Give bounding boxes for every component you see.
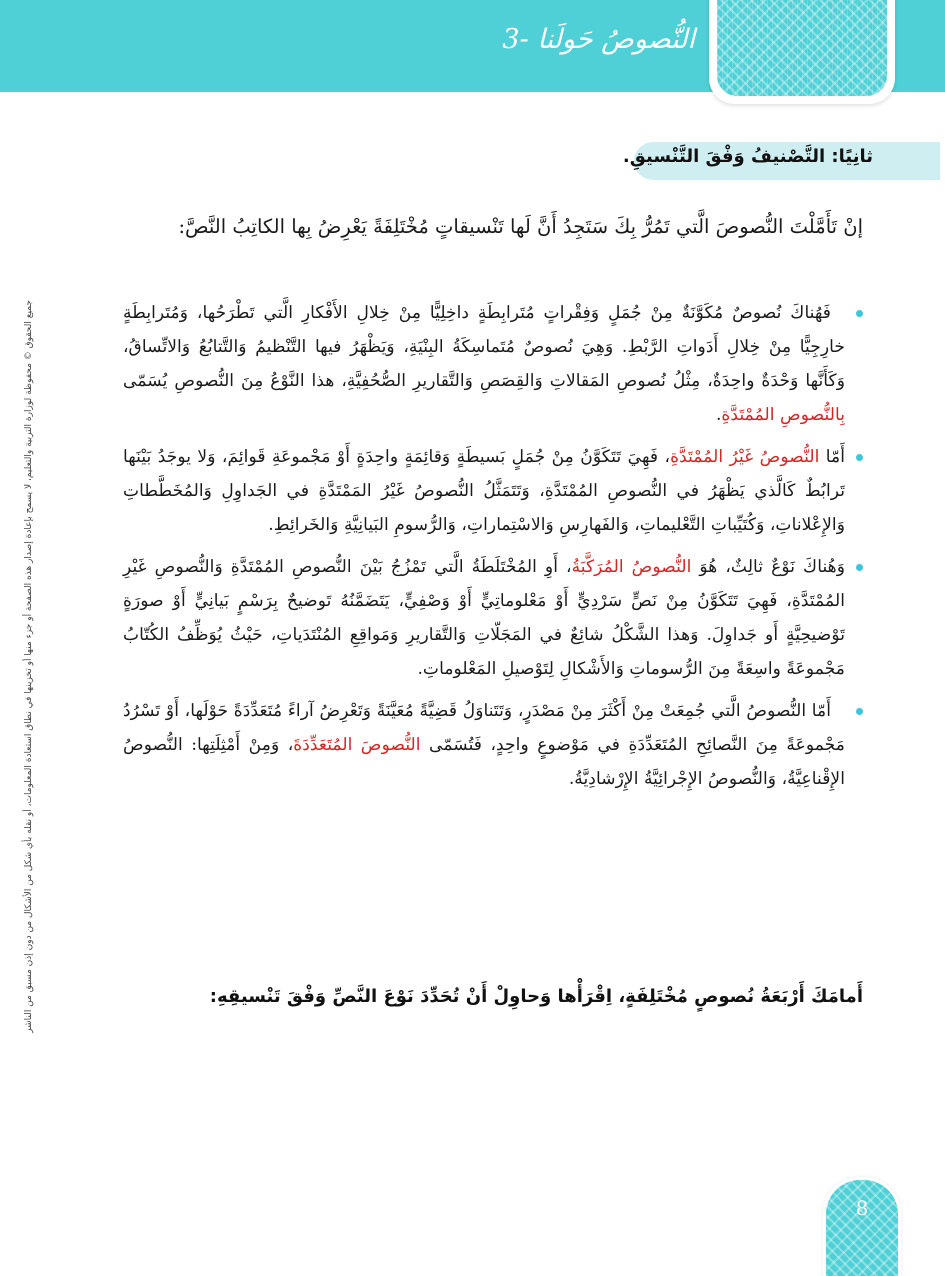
list-item <box>123 440 863 542</box>
highlight-term: النُّصوصُ غَيْرُ المُمْتَدَّةِ <box>670 447 820 467</box>
list-item <box>123 550 863 686</box>
highlight-term: النُّصوصَ المُتَعَدِّدَةَ <box>293 735 421 755</box>
bullet-text-end: ، وَمِنْ أَمْثِلَتِها: النُّصوصُ الإِقْناعِيَّةُ، وَالنُّصوصُ الإِجْرائِيَّةُ الإِرْشادِيَّةُ. <box>123 735 845 789</box>
bullet-icon <box>856 564 863 571</box>
page-number-badge <box>826 1180 898 1276</box>
bullet-icon <box>856 708 863 715</box>
header-decorative-tab <box>709 0 895 104</box>
highlight-term: النُّصوصُ المُرَكَّبَةُ <box>571 557 692 577</box>
bullet-text-end: . <box>715 405 722 425</box>
bullet-text-end: ، أَوِ المُخْتَلَطَةُ الَّتي تَمْزُجُ بَيْنَ النُّصوصِ المُمْتَدَّةِ وَالنُّصوصِ غَيْرِ المُمْتَدَّةِ، فَهِيَ تَتَكَوَّنُ مِنْ نَصٍّ سَرْدِيٍّ أَوْ مَعْلوماتِيٍّ أَوْ وَصْفِيٍّ، يَتَضَمَّنُهُ تَوضيحٌ بِرَسْمٍ بَيانِيٍّ أَوْ صورَةٍ تَوْضيحِيَّةٍ أَو جَداوِلَ. وَهذا الشَّكْلُ شائِعٌ في المَجَلّاتِ وَالتَّقاريرِ وَمَواقِعِ المُنْتَدَياتِ، حَيْثُ يُوَظِّفُ الكُتّابُ مَجْموعَةً واسِعَةً مِنَ الرُّسوماتِ وَالأَشْكالِ لِتَوْصيلِ المَعْلوماتِ. <box>123 557 845 679</box>
bullet-text-end: ، فَهِيَ تَتَكَوَّنُ مِنْ جُمَلٍ بَسيطَةٍ وَقائِمَةٍ واحِدَةٍ أَوْ مَجْموعَةِ قَوائِمَ، وَلا يوجَدُ بَيْنَها تَرابُطٌ كَالَّذي يَظْهَرُ في النُّصوصِ المُمْتَدَّةِ، وَتَتَمَثَّلُ النُّصوصُ غَيْرُ المَمْتَدَّةِ في الجَداوِلِ وَالمُخَطَّطاتِ وَالإِعْلاناتِ، وَكُتَيِّباتِ التَّعْليماتِ، وَالفَهارِسِ وَالاسْتِماراتِ، وَالرُّسومِ البَيانِيَّةِ وَالخَرائِطِ. <box>123 447 845 535</box>
section-title: ثانِيًا: التَّصْنيفُ وَفْقَ التَّنْسيقِ. <box>622 146 873 167</box>
bullet-icon <box>856 454 863 461</box>
bullet-text: فَهُناكَ نُصوصٌ مُكَوَّنَةٌ مِنْ جُمَلٍ وَفِقْراتٍ مُتَرابِطَةٍ داخِلِيًّا مِنْ خِلالِ الأَفْكارِ الَّتي تَطْرَحُها، وَمُتَرابِطَةٍ خارِجِيًّا مِنْ خِلالِ أَدَواتِ الرَّبْطِ. وَهِيَ نُصوصٌ مُتَماسِكَةُ البِنْيَةِ، وَيَظْهَرُ فيها التَّنْظيمُ وَالتَّتابُعُ وَالاتِّساقُ، وَكَأَنَّها وَحْدَةٌ واحِدَةٌ، مِثْلُ نُصوصِ المَقالاتِ وَالقِصَصِ وَالتَّقاريرِ الصُّحُفِيَّةِ، هذا النَّوْعُ مِنَ النُّصوصِ يُسَمّى <box>123 303 845 391</box>
classification-list <box>123 296 863 804</box>
bullet-text: أَمّا <box>819 447 845 467</box>
bullet-text: وَهُناكَ نَوْعٌ ثالِثٌ، هُوَ <box>691 557 845 577</box>
activity-prompt: أَمامَكَ أَرْبَعَةُ نُصوصٍ مُخْتَلِفَةٍ، اِقْرَأْها وَحاوِلْ أَنْ تُحَدِّدَ نَوْعَ النَّصِّ وَفْقَ تَنْسيقِهِ: <box>209 986 863 1007</box>
highlight-term: بِالنُّصوصِ المُمْتَدَّةِ <box>721 405 845 425</box>
intro-paragraph: إنْ تَأَمَّلْتَ النُّصوصَ الَّتي تَمُرُّ بِكَ سَتَجِدُ أَنَّ لَها تَنْسيقاتٍ مُخْتَلِفَةً يَعْرِضُ بِها الكاتِبُ النَّصَّ: <box>178 215 863 238</box>
page-title: النُّصوصُ حَولَنا -3 <box>502 24 695 55</box>
bullet-text: أَمّا النُّصوصُ الَّتي جُمِعَتْ مِنْ أَكْثَرَ مِنْ مَصْدَرٍ، وَتَتَناوَلُ قَضِيَّةً مُعَيَّنَةً وَتَعْرِضُ آراءً مُتَعَدِّدَةً حَوْلَها، أَوْ تَسْرُدُ مَجْموعَةً مِنَ النَّصائِحِ المُتَعَدِّدَةِ في مَوْضوعٍ واحِدٍ، فَتُسَمّى <box>123 701 845 755</box>
list-item <box>123 694 863 796</box>
list-item <box>123 296 863 432</box>
header-pattern <box>717 0 887 96</box>
copyright-note: جميع الحقوق © محفوظة لوزارة التربية والتعليم، لا يسمح بإعادة إصدار هذه الصفحة أو جزء منها أو تخزينها في نطاق استعادة المعلومات، أو نقله بأي شكل من الأشكال من دون إذن مسبق من الناشر <box>24 300 34 1033</box>
page-number: 8 <box>855 1196 869 1220</box>
bullet-icon <box>856 310 863 317</box>
